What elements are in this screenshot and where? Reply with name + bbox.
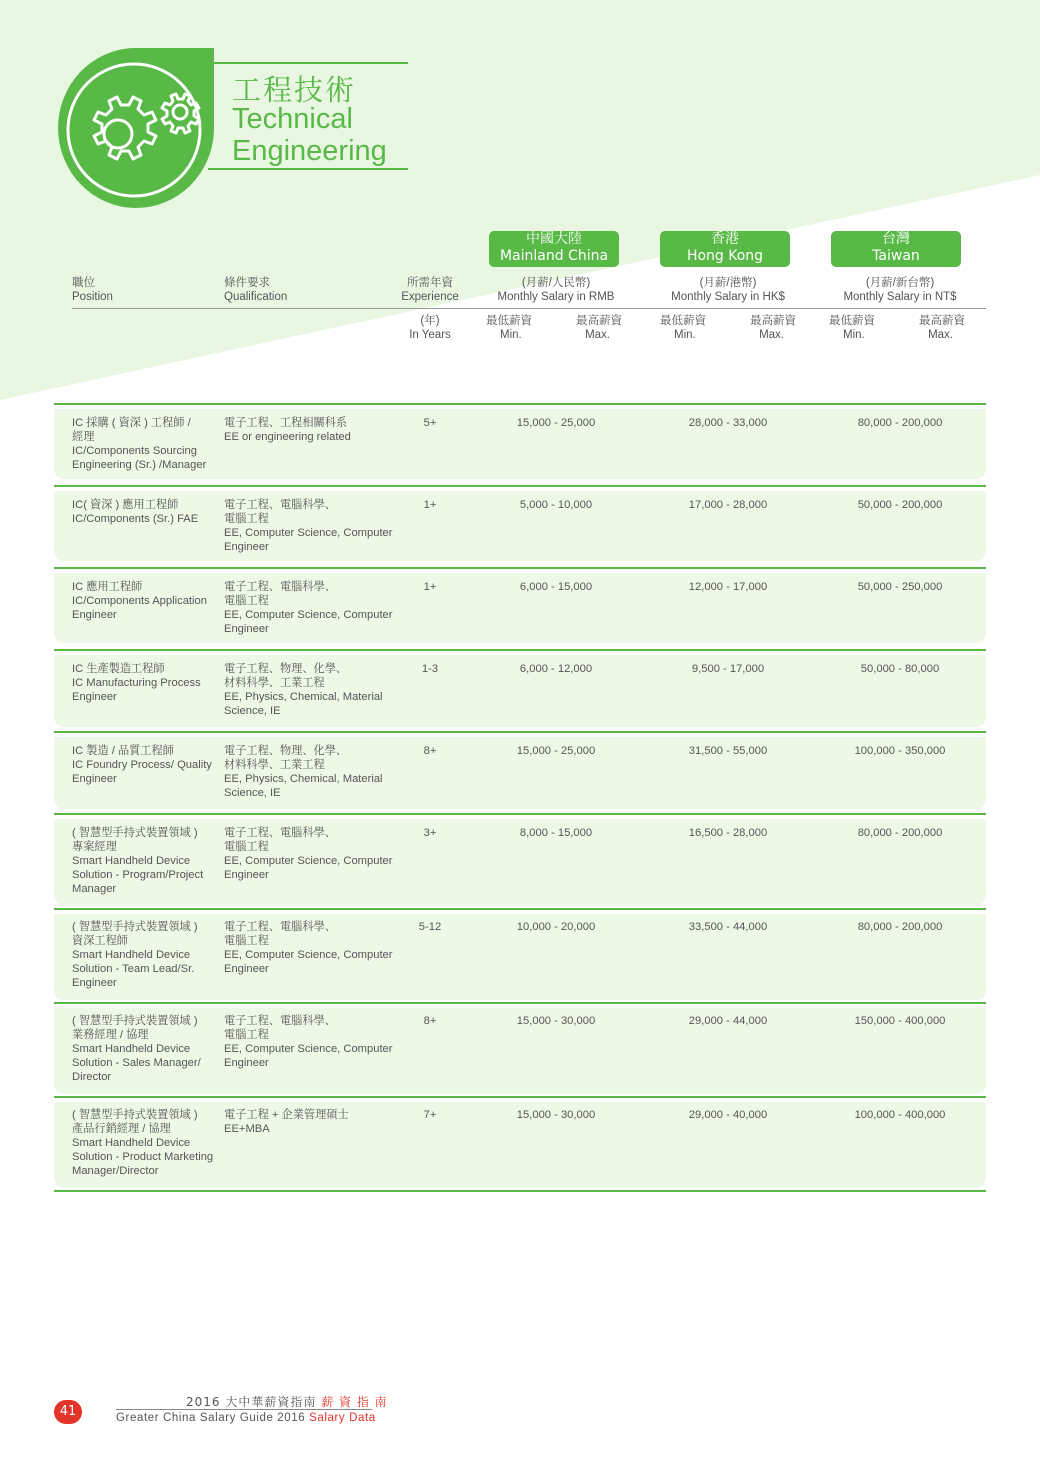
cell-line: Engineer: [72, 977, 117, 989]
cell-salary-rmb: 15,000 - 25,000: [516, 745, 596, 757]
header-divider: [72, 308, 986, 309]
cell-line: ( 智慧型手持式裝置領域 ): [72, 921, 198, 933]
cell-experience: 3+: [423, 827, 437, 839]
cell-salary-ntd: 50,000 - 80,000: [860, 663, 940, 675]
row-divider: [54, 567, 986, 569]
cell-salary-hkd: 17,000 - 28,000: [688, 499, 768, 511]
cell-experience: 1+: [423, 581, 437, 593]
title-top-rule: [208, 62, 408, 64]
cell-line: 產品行銷經理 / 協理: [72, 1123, 171, 1135]
col-header-min-zh: 最低薪資: [486, 315, 532, 327]
cell-line: Solution - Team Lead/Sr.: [72, 963, 195, 975]
footer-title-zh: 2016 大中華薪資指南: [186, 1395, 317, 1409]
col-header-years: [400, 314, 460, 342]
cell-experience: 1+: [423, 499, 437, 511]
cell-salary-rmb: 15,000 - 30,000: [516, 1109, 596, 1121]
cell-experience: 1-3: [421, 663, 439, 675]
col-header-hkd-max: [734, 314, 796, 342]
cell-salary-hkd: 29,000 - 40,000: [688, 1109, 768, 1121]
cell-line: IC Foundry Process/ Quality: [72, 759, 212, 771]
col-header-ntd-max: [903, 314, 965, 342]
cell-line: 電子工程 + 企業管理碩士: [224, 1109, 349, 1121]
cell-line: IC/Components Application: [72, 595, 207, 607]
footer-rule: [116, 1409, 372, 1410]
col-header-rmb-min: [486, 314, 532, 342]
region-label-mainland-china: [489, 231, 619, 267]
cell-line: Engineer: [72, 609, 117, 621]
cell-salary-ntd: 80,000 - 200,000: [857, 417, 943, 429]
cell-line: Manager/Director: [72, 1165, 159, 1177]
cell-line: 資深工程師: [72, 935, 128, 947]
footer-line-zh: [186, 1393, 388, 1410]
col-header-min-en: Min.: [674, 329, 696, 341]
cell-line: 電子工程、電腦科學、: [224, 499, 336, 511]
cell-line: Engineer: [224, 963, 269, 975]
row-divider: [54, 485, 986, 487]
cell-position: [72, 416, 206, 472]
cell-experience: 7+: [423, 1109, 437, 1121]
col-header-min-zh: 最低薪資: [660, 315, 706, 327]
cell-line: Engineer: [72, 691, 117, 703]
cell-line: EE+MBA: [224, 1123, 270, 1135]
cell-line: Director: [72, 1071, 112, 1083]
cell-line: EE, Computer Science, Computer: [224, 855, 393, 867]
cell-experience: 8+: [423, 1015, 437, 1027]
col-header-position-en: Position: [72, 291, 113, 303]
col-header-qualification-en: Qualification: [224, 291, 288, 303]
col-header-max-zh: 最高薪資: [576, 315, 622, 327]
col-header-qualification: [224, 276, 287, 304]
footer-section-zh: 薪 資 指 南: [321, 1395, 388, 1409]
cell-salary-rmb: 8,000 - 15,000: [519, 827, 593, 839]
cell-line: Engineer: [224, 869, 269, 881]
cell-salary-ntd: 100,000 - 400,000: [854, 1109, 946, 1121]
cell-salary-hkd: 9,500 - 17,000: [691, 663, 765, 675]
cell-line: EE, Computer Science, Computer: [224, 527, 393, 539]
cell-line: IC 製造 / 品質工程師: [72, 745, 174, 757]
region-name-zh: 香港: [711, 231, 739, 247]
cell-line: IC Manufacturing Process: [72, 677, 201, 689]
cell-position: [72, 1014, 201, 1084]
gears-icon: [54, 48, 214, 210]
col-header-max-en: Max.: [759, 329, 784, 341]
page-title-en-line2: Engineering: [232, 135, 387, 167]
cell-salary-ntd: 50,000 - 200,000: [857, 499, 943, 511]
col-header-years-zh: (年): [420, 315, 440, 327]
cell-line: Engineering (Sr.) /Manager: [72, 459, 207, 471]
col-header-experience-en: Experience: [401, 291, 459, 303]
cell-line: 電子工程、電腦科學、: [224, 921, 336, 933]
cell-line: Engineer: [72, 773, 117, 785]
footer-section-en: Salary Data: [309, 1412, 376, 1424]
row-divider: [54, 813, 986, 815]
cell-salary-rmb: 10,000 - 20,000: [516, 921, 596, 933]
cell-salary-hkd: 12,000 - 17,000: [688, 581, 768, 593]
cell-qualification: [224, 416, 351, 444]
cell-salary-hkd: 31,500 - 55,000: [688, 745, 768, 757]
page-number: 41: [54, 1400, 82, 1424]
col-header-salary-rmb-zh: (月薪/人民幣): [521, 277, 591, 289]
region-label-hong-kong: [660, 231, 790, 267]
cell-line: Engineer: [224, 1057, 269, 1069]
cell-line: 電腦工程: [224, 595, 269, 607]
cell-experience: 5-12: [418, 921, 442, 933]
cell-line: 電子工程、物理、化學、: [224, 745, 348, 757]
page-title-zh: 工程技術: [232, 73, 357, 107]
cell-line: 電腦工程: [224, 841, 269, 853]
cell-experience: 5+: [423, 417, 437, 429]
region-label-taiwan: [831, 231, 961, 267]
cell-qualification: [224, 662, 383, 718]
col-header-max-en: Max.: [585, 329, 610, 341]
cell-line: 電腦工程: [224, 1029, 269, 1041]
cell-salary-rmb: 15,000 - 30,000: [516, 1015, 596, 1027]
col-header-salary-ntd-en: Monthly Salary in NT$: [843, 291, 957, 303]
cell-line: IC/Components Sourcing: [72, 445, 197, 457]
col-header-salary-ntd-zh: (月薪/新台幣): [865, 277, 935, 289]
cell-line: 電子工程、電腦科學、: [224, 1015, 336, 1027]
cell-line: Science, IE: [224, 787, 281, 799]
cell-position: [72, 920, 198, 990]
cell-line: 材料科學、工業工程: [224, 677, 325, 689]
cell-line: Manager: [72, 883, 117, 895]
col-header-max-en: Max.: [928, 329, 953, 341]
row-divider: [54, 1002, 986, 1004]
cell-line: 專案經理: [72, 841, 117, 853]
cell-salary-rmb: 6,000 - 15,000: [519, 581, 593, 593]
cell-line: IC/Components (Sr.) FAE: [72, 513, 199, 525]
cell-line: Science, IE: [224, 705, 281, 717]
col-header-salary-ntd: [830, 276, 970, 304]
cell-salary-hkd: 33,500 - 44,000: [688, 921, 768, 933]
cell-line: Smart Handheld Device: [72, 855, 191, 867]
cell-line: EE or engineering related: [224, 431, 351, 443]
region-name-en: Mainland China: [499, 248, 609, 264]
cell-line: IC 應用工程師: [72, 581, 143, 593]
cell-salary-rmb: 6,000 - 12,000: [519, 663, 593, 675]
cell-salary-ntd: 80,000 - 200,000: [857, 921, 943, 933]
region-name-zh: 台灣: [882, 231, 910, 247]
cell-line: EE, Computer Science, Computer: [224, 609, 393, 621]
cell-line: Solution - Program/Project: [72, 869, 204, 881]
cell-salary-rmb: 15,000 - 25,000: [516, 417, 596, 429]
footer-line-en: [116, 1412, 376, 1424]
cell-salary-hkd: 29,000 - 44,000: [688, 1015, 768, 1027]
col-header-salary-rmb: [486, 276, 626, 304]
region-name-en: Taiwan: [872, 248, 920, 264]
cell-line: Smart Handheld Device: [72, 1043, 191, 1055]
col-header-position-zh: 職位: [72, 277, 95, 289]
cell-salary-rmb: 5,000 - 10,000: [519, 499, 593, 511]
cell-qualification: [224, 826, 393, 882]
cell-qualification: [224, 498, 393, 554]
cell-qualification: [224, 744, 383, 800]
col-header-salary-hkd-en: Monthly Salary in HK$: [671, 291, 785, 303]
cell-line: IC( 資深 ) 應用工程師: [72, 499, 179, 511]
cell-salary-hkd: 16,500 - 28,000: [688, 827, 768, 839]
cell-position: [72, 580, 207, 622]
cell-position: [72, 744, 212, 786]
col-header-max-zh: 最高薪資: [750, 315, 796, 327]
cell-line: EE, Computer Science, Computer: [224, 949, 393, 961]
cell-line: EE, Physics, Chemical, Material: [224, 691, 383, 703]
cell-salary-ntd: 150,000 - 400,000: [854, 1015, 946, 1027]
cell-line: Smart Handheld Device: [72, 1137, 191, 1149]
col-header-salary-rmb-en: Monthly Salary in RMB: [497, 291, 615, 303]
cell-experience: 8+: [423, 745, 437, 757]
cell-salary-ntd: 100,000 - 350,000: [854, 745, 946, 757]
cell-line: Engineer: [224, 623, 269, 635]
cell-line: Solution - Sales Manager/: [72, 1057, 201, 1069]
cell-position: [72, 826, 203, 896]
cell-line: 電子工程、電腦科學、: [224, 827, 336, 839]
cell-line: 材料科學、工業工程: [224, 759, 325, 771]
cell-position: [72, 498, 198, 526]
cell-qualification: [224, 1014, 393, 1070]
col-header-min-en: Min.: [500, 329, 522, 341]
cell-salary-hkd: 28,000 - 33,000: [688, 417, 768, 429]
col-header-ntd-min: [829, 314, 875, 342]
cell-position: [72, 1108, 213, 1178]
cell-line: ( 智慧型手持式裝置領域 ): [72, 1015, 198, 1027]
cell-line: IC 生產製造工程師: [72, 663, 165, 675]
cell-qualification: [224, 580, 393, 636]
col-header-years-en: In Years: [409, 329, 451, 341]
cell-line: 經理: [72, 431, 95, 443]
footer-title-en: Greater China Salary Guide 2016: [116, 1412, 306, 1424]
col-header-salary-hkd: [658, 276, 798, 304]
col-header-hkd-min: [660, 314, 706, 342]
cell-line: 電子工程、電腦科學、: [224, 581, 336, 593]
cell-line: 電腦工程: [224, 935, 269, 947]
col-header-experience: [395, 276, 465, 304]
col-header-min-zh: 最低薪資: [829, 315, 875, 327]
title-bottom-rule: [208, 168, 408, 170]
region-name-en: Hong Kong: [686, 248, 764, 264]
cell-line: 業務經理 / 協理: [72, 1029, 149, 1041]
cell-line: EE, Physics, Chemical, Material: [224, 773, 383, 785]
cell-salary-ntd: 80,000 - 200,000: [857, 827, 943, 839]
cell-line: 電子工程、物理、化學、: [224, 663, 348, 675]
cell-qualification: [224, 920, 393, 976]
col-header-rmb-max: [560, 314, 622, 342]
col-header-max-zh: 最高薪資: [919, 315, 965, 327]
cell-qualification: [224, 1108, 349, 1136]
cell-line: EE, Computer Science, Computer: [224, 1043, 393, 1055]
col-header-min-en: Min.: [843, 329, 865, 341]
col-header-position: [72, 276, 113, 304]
cell-line: ( 智慧型手持式裝置領域 ): [72, 1109, 198, 1121]
region-name-zh: 中國大陸: [526, 231, 582, 247]
cell-line: 電子工程、工程相關科系: [224, 417, 348, 429]
col-header-salary-hkd-zh: (月薪/港幣): [699, 277, 757, 289]
cell-line: Engineer: [224, 541, 269, 553]
cell-line: IC 採購 ( 資深 ) 工程師 /: [72, 417, 191, 429]
cell-line: Solution - Product Marketing: [72, 1151, 214, 1163]
page-title-en: [232, 103, 387, 167]
cell-position: [72, 662, 201, 704]
cell-line: ( 智慧型手持式裝置領域 ): [72, 827, 198, 839]
row-divider: [54, 649, 986, 651]
row-divider: [54, 908, 986, 910]
row-divider: [54, 403, 986, 405]
col-header-qualification-zh: 條件要求: [224, 277, 270, 289]
row-divider: [54, 1096, 986, 1098]
table-bottom-rule: [54, 1190, 986, 1192]
cell-line: 電腦工程: [224, 513, 269, 525]
page-title-en-line1: Technical: [232, 103, 353, 135]
cell-salary-ntd: 50,000 - 250,000: [857, 581, 943, 593]
row-divider: [54, 731, 986, 733]
col-header-experience-zh: 所需年資: [407, 277, 453, 289]
cell-line: Smart Handheld Device: [72, 949, 191, 961]
